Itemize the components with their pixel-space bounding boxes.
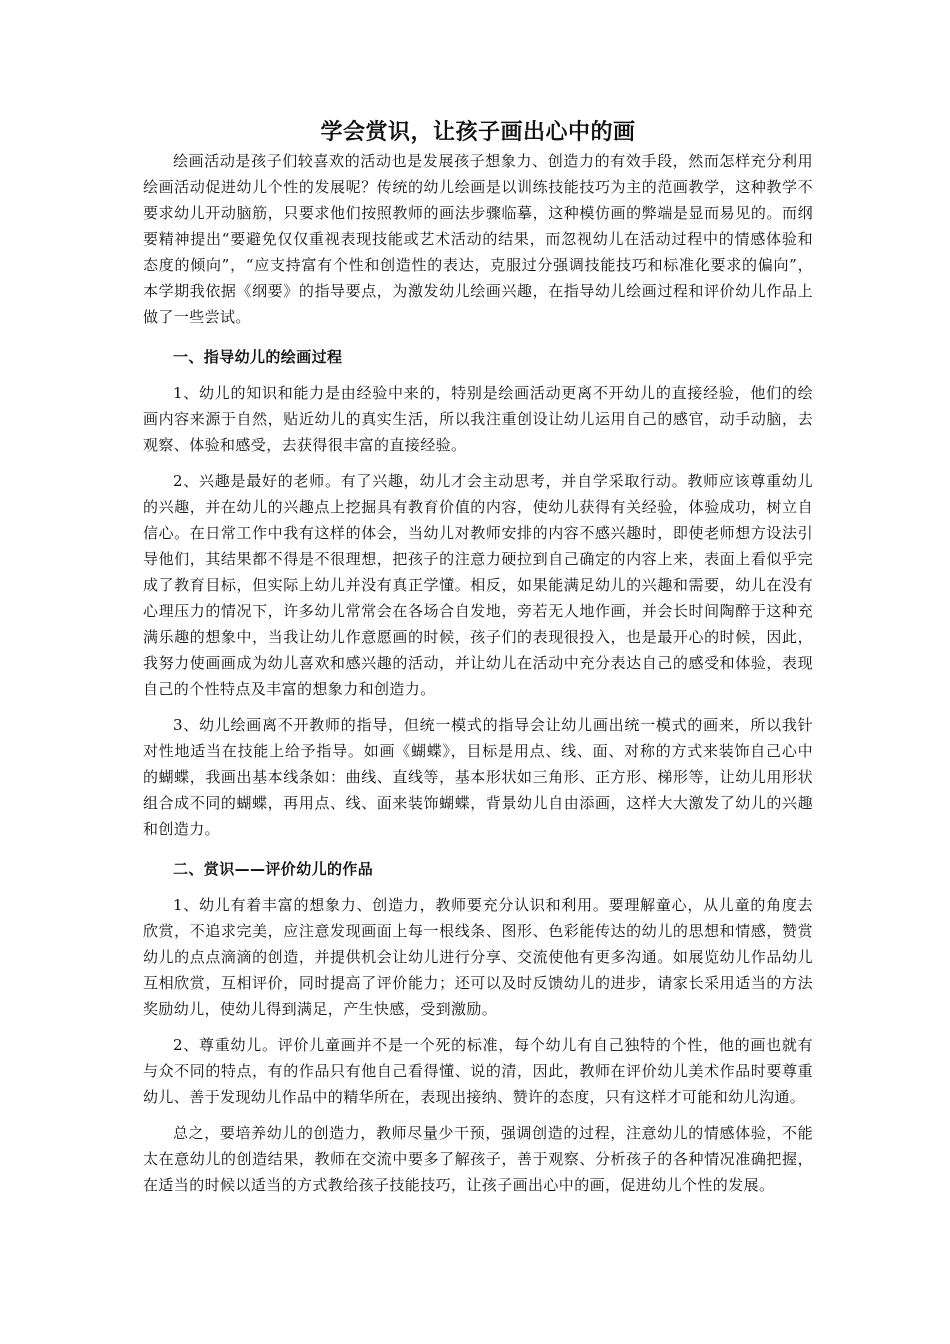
intro-paragraph: 绘画活动是孩子们较喜欢的活动也是发展孩子想象力、创造力的有效手段，然而怎样充分利用绘画活动促进幼儿个性的发展呢？传统的幼儿绘画是以训练技能技巧为主的范画教学，这种教学不要求幼儿开动脑筋，只要求他们按照教师的画法步骤临摹，这种模仿画的弊端是显而易见的。而纲要精神提出“要避免仅仅重视表现技能或艺术活动的结果，而忽视幼儿在活动过程中的情感体验和态度的倾向”，“应支持富有个性和创造性的表达，克服过分强调技能技巧和标准化要求的偏向”，本学期我依据《纲要》的指导要点，为激发幼儿绘画兴趣，在指导幼儿绘画过程和评价幼儿作品上做了一些尝试。 [143,152,813,326]
section2-paragraph-1: 1、幼儿有着丰富的想象力、创造力，教师要充分认识和利用。要理解童心，从儿童的角度去欣赏，不追求完美，应注意发现画面上每一根线条、图形、色彩能传达的幼儿的思想和情感，赞赏幼儿的点点滴滴的创造，并提供机会让幼儿进行分享、交流使他有更多沟通。如展览幼儿作品幼儿互相欣赏，互相评价，同时提高了评价能力；还可以及时反馈幼儿的进步，请家长采用适当的方法奖励幼儿，使幼儿得到满足，产生快感，受到激励。 [143,896,813,1018]
document-page [143,118,813,1198]
document-title: 学会赏识，让孩子画出心中的画 [320,120,636,145]
conclusion-paragraph: 总之，要培养幼儿的创造力，教师尽量少干预，强调创造的过程，注意幼儿的情感体验，不能太在意幼儿的创造结果，教师在交流中要多了解孩子，善于观察、分析孩子的各种情况准确把握，在适当的时候以适当的方式教给孩子技能技巧，让孩子画出心中的画，促进幼儿个性的发展。 [143,1124,813,1194]
section1-paragraph-1: 1、幼儿的知识和能力是由经验中来的，特别是绘画活动更离不开幼儿的直接经验，他们的绘画内容来源于自然，贴近幼儿的真实生活，所以我注重创设让幼儿运用自己的感官，动手动脑，去观察、体验和感受，去获得很丰富的直接经验。 [143,384,813,454]
section1-paragraph-3: 3、幼儿绘画离不开教师的指导，但统一模式的指导会让幼儿画出统一模式的画来，所以我针对性地适当在技能上给予指导。如画《蝴蝶》，目标是用点、线、面、对称的方式来装饰自己心中的蝴蝶，我画出基本线条如：曲线、直线等，基本形状如三角形、正方形、梯形等，让幼儿用形状组合成不同的蝴蝶，再用点、线、面来装饰蝴蝶，背景幼儿自由添画，这样大大激发了幼儿的兴趣和创造力。 [143,716,813,838]
section-heading-2: 二、赏识——评价幼儿的作品 [173,860,374,878]
section1-paragraph-2: 2、兴趣是最好的老师。有了兴趣，幼儿才会主动思考，并自学采取行动。教师应该尊重幼儿的兴趣，并在幼儿的兴趣点上挖掘具有教育价值的内容，使幼儿获得有关经验，体验成功，树立自信心。在日常工作中我有这样的体会，当幼儿对教师安排的内容不感兴趣时，即使老师想方设法引导他们，其结果都不得是不很理想，把孩子的注意力硬拉到自己确定的内容上来，表面上看似乎完成了教育目标，但实际上幼儿并没有真正学懂。相反，如果能满足幼儿的兴趣和需要，幼儿在没有心理压力的情况下，许多幼儿常常会在各场合自发地，旁若无人地作画，并会长时间陶醉于这种充满乐趣的想象中，当我让幼儿作意愿画的时候，孩子们的表现很投入，也是最开心的时候，因此，我努力使画画成为幼儿喜欢和感兴趣的活动，并让幼儿在活动中充分表达自己的感受和体验，表现自己的个性特点及丰富的想象力和创造力。 [143,472,813,698]
section-heading-1: 一、指导幼儿的绘画过程 [173,348,343,366]
section2-paragraph-2: 2、尊重幼儿。评价儿童画并不是一个死的标准，每个幼儿有自己独特的个性，他的画也就有与众不同的特点，有的作品只有他自己看得懂、说的清，因此，教师在评价幼儿美术作品时要尊重幼儿、善于发现幼儿作品中的精华所在，表现出接纳、赞许的态度，只有这样才可能和幼儿沟通。 [143,1036,813,1106]
